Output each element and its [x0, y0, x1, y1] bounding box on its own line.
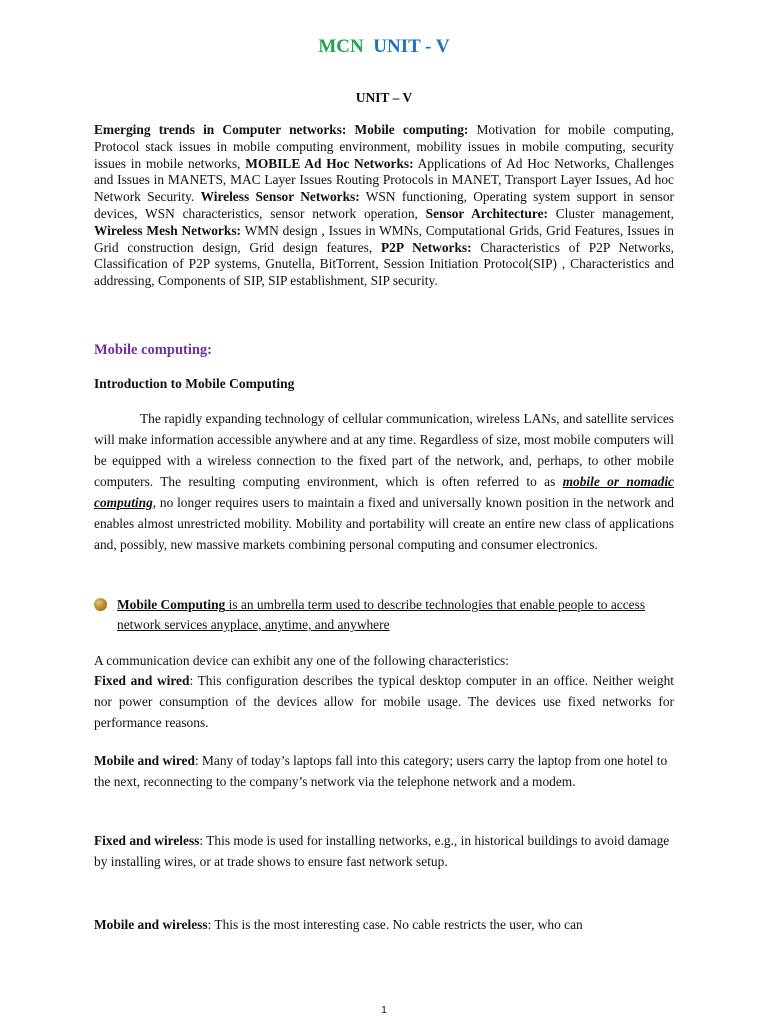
unit-heading: UNIT – V	[355, 90, 413, 105]
syllabus-term: P2P Networks:	[381, 239, 472, 255]
section-heading: Mobile computing:	[94, 342, 213, 358]
characteristic-fixed-wireless	[94, 830, 674, 872]
syllabus-term: MOBILE Ad Hoc Networks:	[245, 155, 414, 171]
syllabus-text: Cluster management,	[547, 205, 674, 221]
bullet-body: is an umbrella term used to describe technologies that enable people to access network services anyplace, anytime, and anywhere	[117, 597, 646, 632]
syllabus-term: Sensor Architecture:	[425, 205, 548, 221]
characteristic-term: Mobile and wired	[94, 753, 195, 768]
syllabus-text: Characteristics of P2P Networks, Classification of P2P systems, Gnutella, BitTorrent, Session Initiation Protocol(SIP) , Characteristics and addressing, Components of SIP, SIP establishment, SIP security.	[94, 239, 674, 289]
characteristic-text: : This configuration describes the typical desktop computer in an office. Neither weight nor power consumption of the devices allow for mobile usage. The devices use fixed networks for performance reasons.	[94, 673, 674, 730]
intro-paragraph	[94, 408, 674, 555]
characteristic-mobile-wired	[94, 750, 674, 792]
page-number: 1	[381, 1005, 387, 1016]
syllabus-paragraph	[94, 122, 674, 290]
header-mcn: MCN	[318, 36, 364, 57]
bullet-term: Mobile Computing	[117, 597, 226, 612]
syllabus-text: WSN functioning, Operating system support in sensor devices, WSN characteristics, sensor network operation,	[94, 189, 674, 221]
characteristic-text: : Many of today’s laptops fall into this category; users carry the laptop from one hotel to the next, reconnecting to the company’s network via the telephone network and a modem.	[94, 753, 668, 789]
header-unit: UNIT - V	[373, 36, 450, 57]
characteristic-term: Mobile and wireless	[94, 917, 208, 932]
syllabus-term: Wireless Mesh Networks:	[94, 222, 241, 238]
bullet-item	[94, 595, 674, 635]
intro-emphasis: mobile or nomadic computing	[94, 474, 674, 510]
sub-heading: Introduction to Mobile Computing	[94, 376, 295, 391]
syllabus-text: Applications of Ad Hoc Networks, Challenges and Issues in MANETS, MAC Layer Issues Routing Protocols in MANET, Transport Layer Issues, Ad hoc Network Security.	[94, 155, 674, 205]
characteristic-term: Fixed and wireless	[94, 833, 200, 848]
characteristic-text: : This mode is used for installing networks, e.g., in historical buildings to avoid damage by installing wires, or at trade shows to ensure fast network setup.	[94, 833, 670, 869]
intro-text-before: The rapidly expanding technology of cellular communication, wireless LANs, and satellite services will make information accessible anywhere and at any time. Regardless of size, most mobile computers will be equipped with a wireless connection to the fixed part of the network, and, perhaps, to other mobile computers. The resulting computing environment, which is often referred to as	[94, 411, 674, 489]
document-header	[94, 36, 674, 58]
characteristic-fixed-wired	[94, 670, 674, 733]
syllabus-term: Wireless Sensor Networks:	[200, 189, 360, 205]
characteristic-text: : This is the most interesting case. No cable restricts the user, who can	[207, 917, 583, 932]
bullet-text	[117, 595, 674, 635]
bullet-orb-icon	[94, 598, 107, 611]
syllabus-text: WMN design , Issues in WMNs, Computational Grids, Grid Features, Issues in Grid construction design, Grid design features,	[94, 222, 674, 255]
characteristics-intro: A communication device can exhibit any one of the following characteristics:	[94, 653, 509, 668]
characteristic-mobile-wireless	[94, 914, 674, 935]
intro-text-after: , no longer requires users to maintain a fixed and universally known position in the network and enables almost unrestricted mobility. Mobility and portability will create an entire new class of applications and, possibly, new massive markets combining personal computing and consumer electronics.	[94, 495, 674, 552]
syllabus-text: Motivation for mobile computing, Protocol stack issues in mobile computing environment, mobility issues in mobile computing, security issues in mobile networks,	[94, 122, 674, 171]
characteristic-term: Fixed and wired	[94, 673, 190, 688]
syllabus-term: Emerging trends in Computer networks: Mobile computing:	[94, 122, 469, 137]
